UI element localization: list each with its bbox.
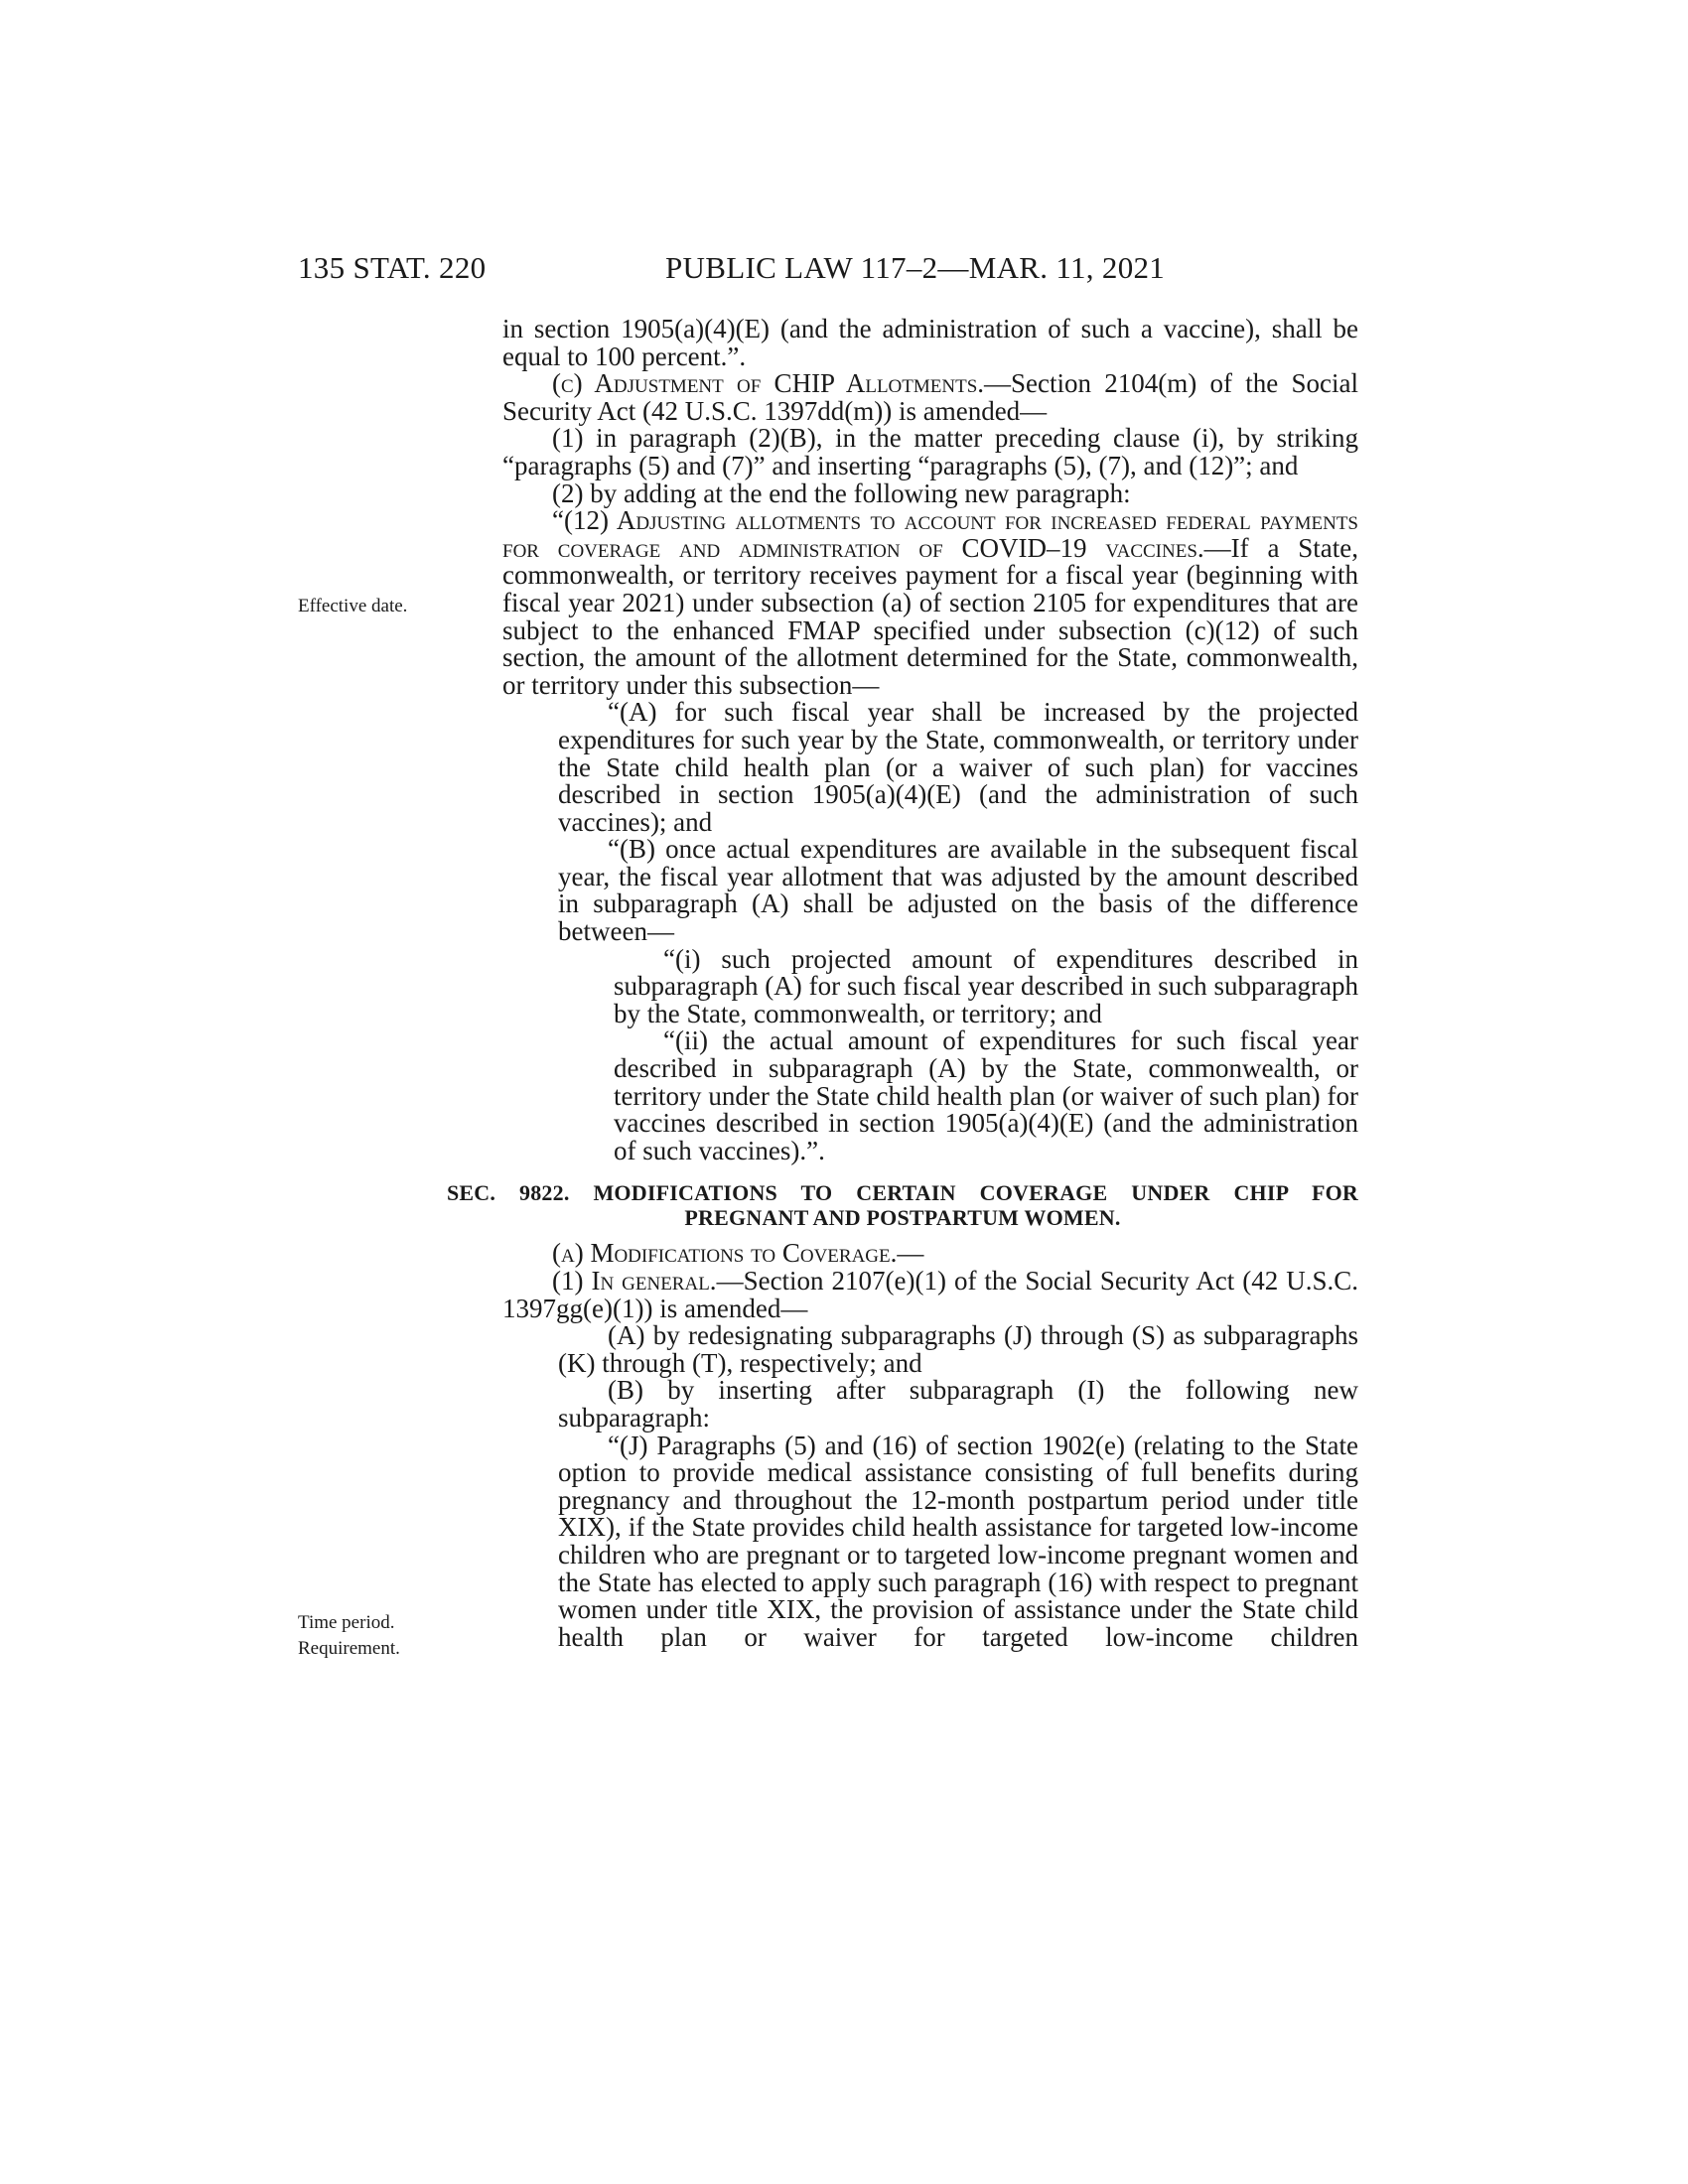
paragraph-continuation: in section 1905(a)(4)(E) (and the administration of such a vaccine), shall be equal to 100 percent.”.	[502, 314, 1358, 371]
paragraph-c1: (1) in paragraph (2)(B), in the matter preceding clause (i), by striking “paragraphs (5) and (7)” and inserting “paragraphs (5), (7), and (12)”; and	[502, 423, 1358, 480]
statute-page-number: 135 STAT. 220	[298, 250, 487, 285]
section-heading-line2: PREGNANT AND POSTPARTUM WOMEN.	[684, 1205, 1121, 1231]
section-heading-line1: SEC. 9822. MODIFICATIONS TO CERTAIN COVERAGE UNDER CHIP FOR	[447, 1180, 1358, 1206]
subsection-c-heading: (c) Adjustment of CHIP Allotments.	[552, 368, 985, 399]
paragraph-a1-heading: (1) In general.	[552, 1266, 717, 1296]
paragraph-a1-text: —Section 2107(e)(1) of the Social Security Act (42 U.S.C. 1397gg(e)(1)) is amended—	[502, 1266, 1358, 1323]
amendment-group	[502, 1322, 1358, 1651]
subparagraph-A: “(A) for such fiscal year shall be increased by the projected expenditures for such year by the State, commonwealth, or territory under the State child health plan (or a waiver of such plan) for vaccines described in section 1905(a)(4)(E) (and the administration of such vaccines); and	[558, 697, 1358, 837]
subsection-c	[447, 370, 1358, 425]
subsection-c-text: —Section 2104(m) of the Social Security Act (42 U.S.C. 1397dd(m)) is amended—	[502, 368, 1358, 426]
clause-i: “(i) such projected amount of expenditures described in subparagraph (A) for such fiscal year described in such subparagraph by the State, commonwealth, or territory; and	[614, 943, 1358, 1028]
subparagraph-B: “(B) once actual expenditures are available in the subsequent fiscal year, the fiscal year allotment that was adjusted by the amount described in subparagraph (A) shall be adjusted on the basis of the difference between—	[558, 834, 1358, 947]
running-header-title: PUBLIC LAW 117–2—MAR. 11, 2021	[665, 250, 1166, 285]
paragraph-12-text: —If a State, commonwealth, or territory receives payment for a fiscal year (beginning with fiscal year 2021) under subsection (a) of section 2105 for expenditures that are subject to the enhanced FMAP specified under subsection (c)(12) of such section, the amount of the allotment determined for the State, commonwealth, or territory under this subsection—	[502, 532, 1359, 700]
amendment-A: (A) by redesignating subparagraphs (J) through (S) as subparagraphs (K) through (T), respectively; and	[558, 1320, 1358, 1378]
clause-group	[558, 943, 1358, 1165]
margin-note-effective-date: Effective date.	[298, 596, 408, 616]
margin-note-requirement: Requirement.	[298, 1638, 400, 1659]
paragraph-a1	[502, 1268, 1358, 1322]
margin-note-time-period: Time period.	[298, 1612, 395, 1633]
paragraph-12	[502, 507, 1358, 699]
inserted-subparagraph-J: “(J) Paragraphs (5) and (16) of section 1902(e) (relating to the State option to provide medical assistance consisting of full benefits during pregnancy and throughout the 12-month postpartum period under title XIX), if the State provides child health assistance for targeted low-income children who are pregnant or to targeted low-income pregnant women and the State has elected to apply such paragraph (16) with respect to pregnant women under title XIX, the provision of assistance under the State child health plan or waiver for targeted low-income children	[558, 1430, 1358, 1652]
clause-ii: “(ii) the actual amount of expenditures for such fiscal year described in subparagraph (A) by the State, commonwealth, or territory under the State child health plan (or waiver of such plan) for vaccines described in section 1905(a)(4)(E) (and the administration of such vaccines).”.	[614, 1025, 1358, 1165]
subsection-a-dash: —	[897, 1238, 924, 1269]
subsection-a-heading: (a) Modifications to Coverage.	[552, 1238, 898, 1269]
paragraph-12-heading: “(12) Adjusting allotments to account for increased federal payments for coverage and administration of COVID–19 vaccines.	[502, 505, 1358, 563]
amendment-B: (B) by inserting after subparagraph (I) the following new subparagraph:	[558, 1375, 1358, 1433]
section-heading	[447, 1180, 1358, 1230]
text-column	[447, 314, 1359, 1652]
subsection-a	[502, 1240, 1358, 1268]
paragraph-c2: (2) by adding at the end the following new paragraph:	[552, 478, 1131, 508]
subparagraph-group	[502, 699, 1358, 1164]
